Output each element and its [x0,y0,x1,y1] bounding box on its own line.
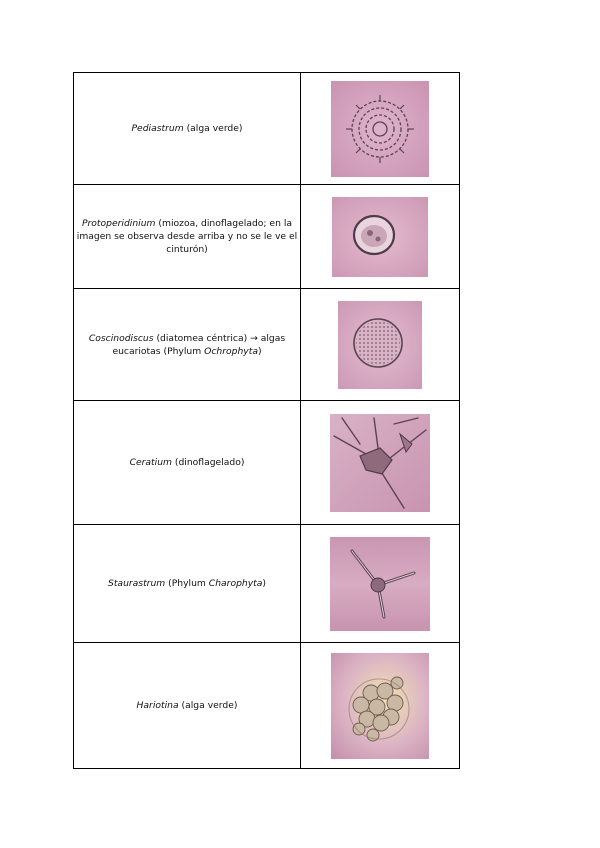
micrograph-cell [301,73,460,185]
phylum-name: Ochrophyta [204,345,258,357]
table-row [74,525,460,643]
micrograph-cell [301,643,460,769]
species-name-cell [74,643,301,769]
species-table [73,72,460,769]
coscinodiscus-micrograph-icon [338,301,422,389]
species-name-cell [74,525,301,643]
genus-name: Pediastrum [131,123,184,134]
table-row [74,289,460,401]
micrograph-cell [301,185,460,289]
species-name-cell [74,185,301,289]
species-note-end: ) [262,578,266,589]
genus-name: Ceratium [129,457,172,468]
species-note: (dinoflagelado) [171,457,245,468]
species-note: (alga verde) [178,700,238,711]
protoperidinium-micrograph-icon [332,197,428,277]
species-note: (diatomea céntrica) → algas eucariotas (Phylum [112,332,286,357]
genus-name: Staurastrum [108,578,166,589]
species-note-end: ) [257,345,262,357]
genus-name: Protoperidinium [81,218,156,229]
table-row [74,401,460,525]
micrograph-cell [301,401,460,525]
species-note: (alga verde) [183,123,243,134]
species-note: (miozoa, dinoflagelado; en la imagen se observa desde arriba y no se le ve el cinturón) [76,218,298,255]
micrograph-cell [301,525,460,643]
table-row [74,643,460,769]
genus-name: Coscinodiscus [88,332,154,344]
species-name-cell [74,401,301,525]
ceratium-micrograph-icon [330,414,430,512]
staurastrum-micrograph-icon [330,537,430,631]
species-name-cell [74,73,301,185]
phylum-name: Charophyta [208,578,263,589]
micrograph-cell [301,289,460,401]
table-row [74,185,460,289]
genus-name: Hariotina [136,700,179,711]
pediastrum-micrograph-icon [331,81,429,177]
species-name-cell [74,289,301,401]
table-row [74,73,460,185]
species-note: (Phylum [165,578,209,589]
hariotina-micrograph-icon [331,653,429,759]
